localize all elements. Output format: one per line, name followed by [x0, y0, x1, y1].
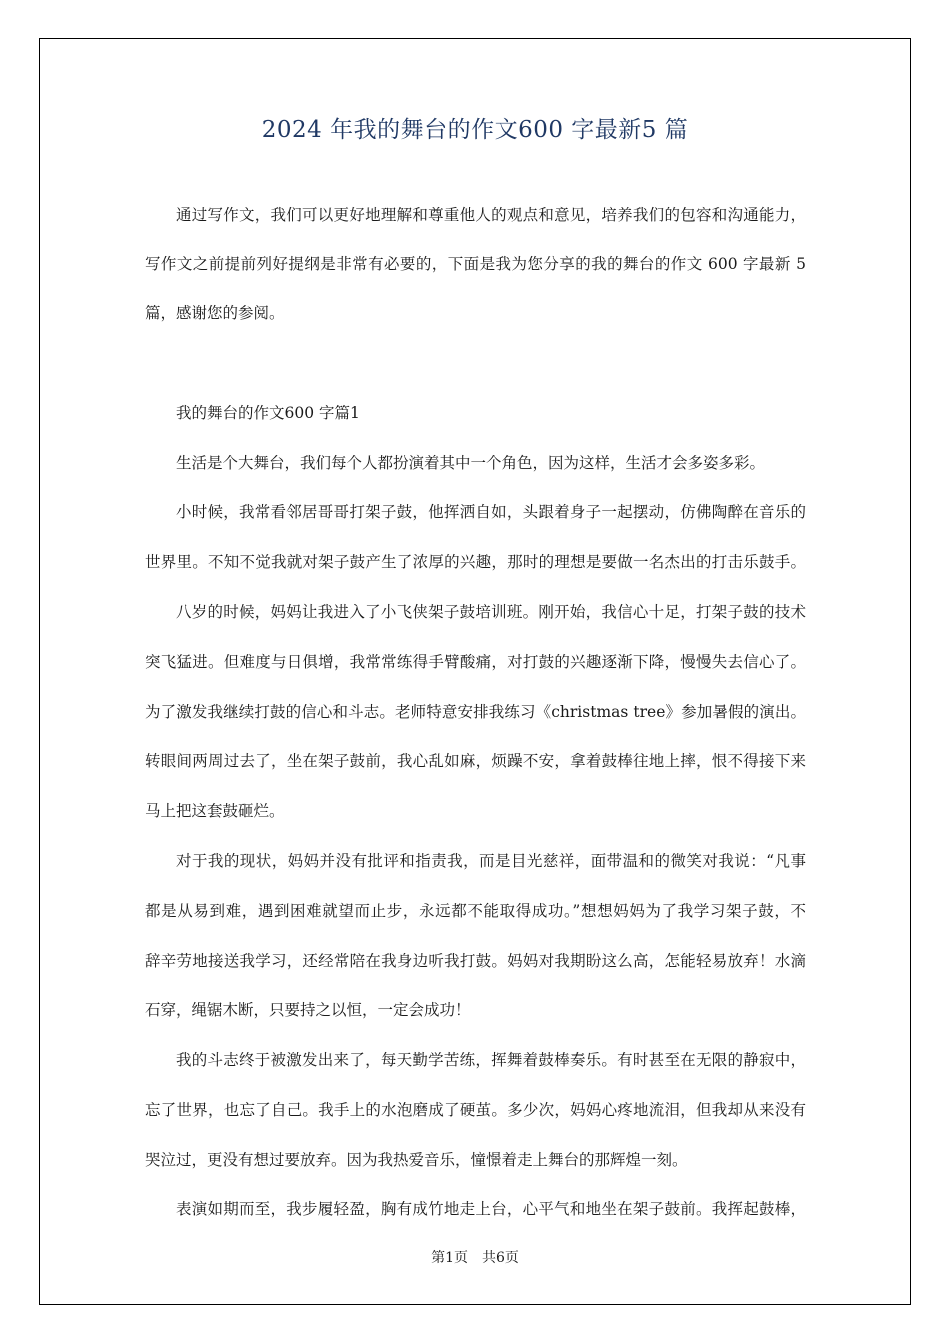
text-line: 生活是个大舞台，我们每个人都扮演着其中一个角色，因为这样，生活才会多姿多彩。: [176, 454, 766, 472]
text-line: 为了激发我继续打鼓的信心和斗志。老师特意安排我练习《christmas tree》参加暑假的演出。: [145, 703, 806, 721]
section-heading: 我的舞台的作文600 字篇1: [176, 404, 360, 422]
text-line: 表演如期而至，我步履轻盈，胸有成竹地走上台，心平气和地坐在架子鼓前。我挥起鼓棒，: [176, 1200, 806, 1218]
text-line: 世界里。不知不觉我就对架子鼓产生了浓厚的兴趣，那时的理想是要做一名杰出的打击乐鼓手。: [145, 553, 806, 571]
text-line: 忘了世界，也忘了自己。我手上的水泡磨成了硬茧。多少次，妈妈心疼地流泪，但我却从来没有: [145, 1101, 806, 1119]
page-footer: 第1页 共6页: [431, 1250, 519, 1266]
text-line: 石穿，绳锯木断，只要持之以恒，一定会成功！: [145, 1001, 471, 1019]
text-line: 我的斗志终于被激发出来了，每天勤学苦练，挥舞着鼓棒奏乐。有时甚至在无限的静寂中，: [176, 1051, 806, 1069]
text-line: 八岁的时候，妈妈让我进入了小飞侠架子鼓培训班。刚开始，我信心十足，打架子鼓的技术: [176, 603, 806, 621]
text-line: 突飞猛进。但难度与日俱增，我常常练得手臂酸痛，对打鼓的兴趣逐渐下降，慢慢失去信心了。: [145, 653, 806, 671]
text-line: 小时候，我常看邻居哥哥打架子鼓，他挥洒自如，头跟着身子一起摆动，仿佛陶醉在音乐的: [176, 503, 806, 521]
text-line: 写作文之前提前列好提纲是非常有必要的，下面是我为您分享的我的舞台的作文 600 字最新 5: [145, 255, 806, 273]
text-line: 都是从易到难，遇到困难就望而止步，永远都不能取得成功。”想想妈妈为了我学习架子鼓，不: [145, 902, 806, 920]
text-line: 辞辛劳地接送我学习，还经常陪在我身边听我打鼓。妈妈对我期盼这么高，怎能轻易放弃！水滴: [145, 952, 806, 970]
text-line: 哭泣过，更没有想过要放弃。因为我热爱音乐，憧憬着走上舞台的那辉煌一刻。: [145, 1151, 688, 1169]
document-title: 2024 年我的舞台的作文600 字最新5 篇: [261, 117, 689, 143]
text-line: 对于我的现状，妈妈并没有批评和指责我，而是目光慈祥，面带温和的微笑对我说：“凡事: [176, 852, 806, 870]
text-line: 通过写作文，我们可以更好地理解和尊重他人的观点和意见，培养我们的包容和沟通能力，: [176, 206, 806, 224]
text-line: 篇，感谢您的参阅。: [145, 304, 285, 322]
text-line: 马上把这套鼓砸烂。: [145, 802, 285, 820]
text-line: 转眼间两周过去了，坐在架子鼓前，我心乱如麻，烦躁不安，拿着鼓棒往地上摔，恨不得接下来: [145, 752, 806, 770]
